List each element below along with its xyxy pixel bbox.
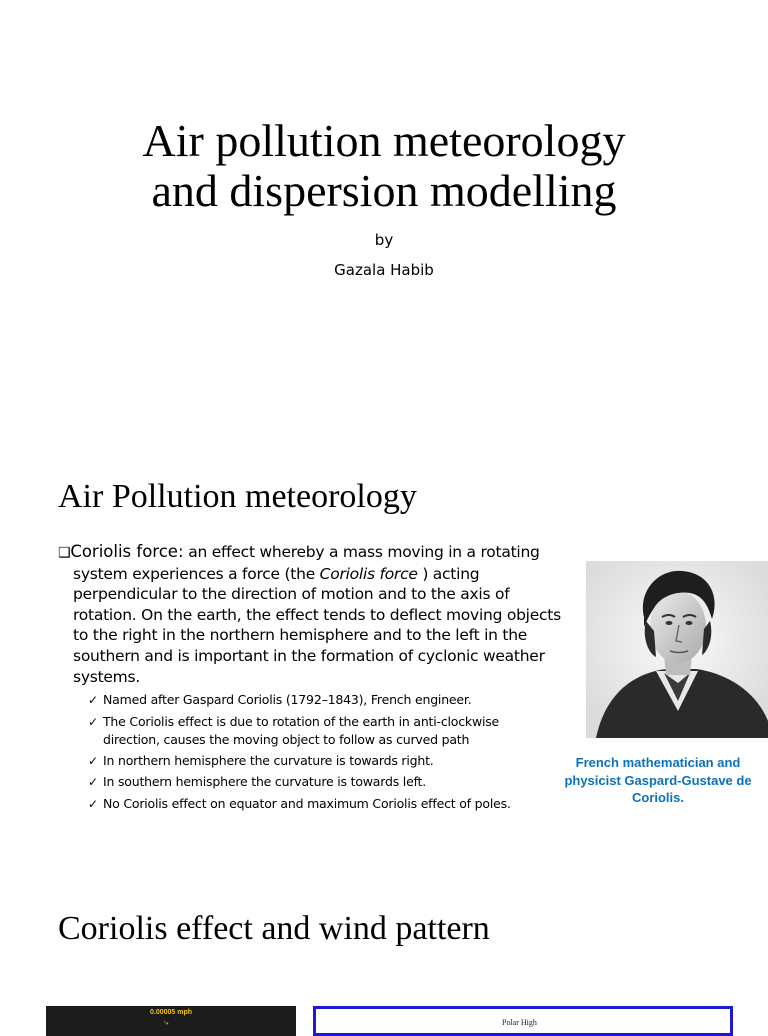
list-item-text: The Coriolis effect is due to rotation of the earth in anti-clockwise direction, causes the moving object to follow as curved path [103, 713, 500, 747]
list-item-text: Named after Gaspard Coriolis (1792–1843), French engineer. [103, 692, 472, 707]
list-item [88, 713, 558, 749]
wind-pattern-diagram [313, 1006, 733, 1036]
definition-text-2: ) acting perpendicular to the direction of motion and to the axis of rotation. On the earth, the effect tends to deflect moving objects to the right in the northern hemisphere and to the left in the southern and is important in the formation of cyclonic weather systems. [73, 564, 561, 686]
list-item [88, 795, 558, 814]
list-item [88, 752, 558, 771]
section-heading-2: Coriolis effect and wind pattern [58, 910, 490, 947]
coriolis-portrait [586, 561, 768, 738]
list-item [88, 691, 558, 710]
list-item [88, 773, 558, 792]
list-item-text: No Coriolis effect on equator and maximum Coriolis effect of poles. [103, 795, 511, 811]
checkmark-icon: ✓ [88, 775, 98, 789]
list-item-text: In northern hemisphere the curvature is towards right. [103, 752, 434, 768]
list-item-text: In southern hemisphere the curvature is towards left. [103, 774, 427, 789]
title-line-1: Air pollution meteorology [142, 115, 626, 166]
definition-italic: Coriolis force [319, 564, 418, 583]
coriolis-definition [58, 542, 563, 687]
sub-points-list [88, 691, 558, 816]
coriolis-animation-image [46, 1006, 296, 1036]
section-heading: Air Pollution meteorology [58, 478, 417, 515]
portrait-drawing [586, 561, 768, 738]
author-name: Gazala Habib [334, 261, 434, 279]
speed-label: 0.00005 mph [149, 1009, 193, 1016]
checkmark-icon: ✓ [88, 753, 98, 768]
portrait-caption: French mathematician and physicist Gaspard-Gustave de Coriolis. [564, 755, 752, 805]
square-bullet-icon: ❑ [58, 545, 71, 561]
checkmark-icon: ✓ [88, 693, 98, 707]
title-line-2: and dispersion modelling [151, 165, 617, 216]
checkmark-icon: ✓ [88, 796, 98, 811]
definition-text-1: an effect whereby a mass moving in a rotating system experiences a force (the [73, 543, 540, 583]
checkmark-icon: ✓ [88, 714, 98, 729]
term-label: Coriolis force: [70, 542, 184, 561]
presentation-title [0, 116, 768, 216]
by-label: by [374, 231, 394, 249]
polar-high-label: Polar High [502, 1018, 537, 1027]
curved-arrow-icon: ⤷ [164, 1018, 169, 1027]
